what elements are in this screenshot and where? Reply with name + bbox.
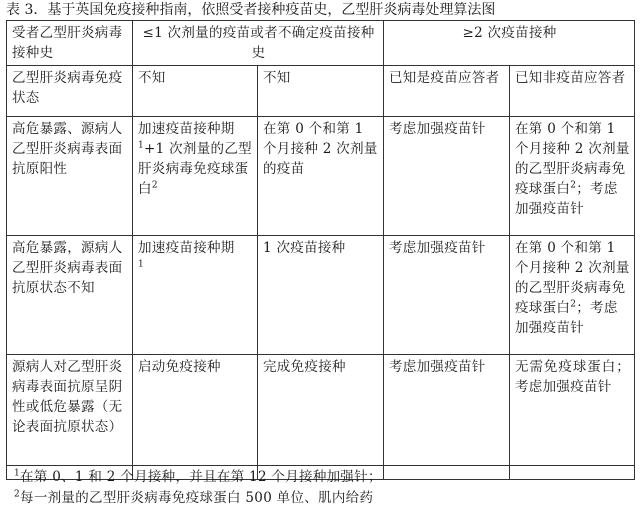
footnote-ref-1: 1 — [138, 259, 145, 270]
header-vaccination-history: 受者乙型肝炎病毒接种史 — [7, 21, 133, 66]
cell-two-doses-vaccine: 在第 0 个和第 1 个月接种 2 次剂量的疫苗 — [258, 117, 384, 236]
row-label: 源病人对乙型肝炎病毒表面抗原呈阴性或低危暴露（无论表面抗原状态） — [7, 355, 133, 480]
cell-booster: 考虑加强疫苗针 — [384, 117, 510, 236]
footnote-1: $^1$在第 0、1 和 2 个月接种，并且在第 12 个月接种加强针； — [14, 468, 382, 485]
cell-accelerated: 加速疫苗接种期 $^1$ — [133, 236, 258, 355]
table-row — [7, 236, 635, 355]
hbv-algorithm-table — [6, 20, 635, 480]
footnote-ref-2: 2 — [570, 299, 577, 310]
table-caption: 表 3．基于英国免疫接种指南，依照受者接种疫苗史，乙型肝炎病毒处理算法图 — [6, 2, 496, 18]
cell-booster: 考虑加强疫苗针 — [384, 236, 510, 355]
footnote-ref-2: 2 — [570, 180, 577, 191]
header-group-ge2-doses: ≥2 次疫苗接种 — [384, 21, 635, 66]
header-sub-known-responder: 已知是疫苗应答者 — [384, 66, 510, 117]
header-sub-unknown-2: 不知 — [258, 66, 384, 117]
cell-no-hbig: 无需免疫球蛋白；考虑加强疫苗针 — [510, 355, 635, 480]
cell-two-doses-hbig: 在第 0 个和第 1 个月接种 2 次剂量的乙型肝炎病毒免疫球蛋白$^2$；考虑加强疫苗针 — [510, 236, 635, 355]
table-row — [7, 355, 635, 480]
header-group-le1-dose: ≤1 次剂量的疫苗或者不确定疫苗接种史 — [133, 21, 384, 66]
cell-two-doses-hbig: 在第 0 个和第 1 个月接种 2 次剂量的乙型肝炎病毒免疫球蛋白$^2$；考虑加强疫苗针 — [510, 117, 635, 236]
cell-one-dose: 1 次疫苗接种 — [258, 236, 384, 355]
footnote-ref-2: 2 — [151, 180, 158, 191]
cell-complete-immunization: 完成免疫接种 — [258, 355, 384, 480]
footnote-ref-1: 1 — [138, 140, 145, 151]
header-row-1 — [7, 21, 635, 66]
row-label: 高危暴露，源病人乙型肝炎病毒表面抗原状态不知 — [7, 236, 133, 355]
cell-booster: 考虑加强疫苗针 — [384, 355, 510, 480]
header-immune-status: 乙型肝炎病毒免疫状态 — [7, 66, 133, 117]
table-row — [7, 117, 635, 236]
footnotes-rule — [6, 465, 634, 466]
footnote-2: $^2$每一剂量的乙型肝炎病毒免疫球蛋白 500 单位、肌内给药 — [14, 489, 374, 506]
header-row-2 — [7, 66, 635, 117]
header-sub-unknown-1: 不知 — [133, 66, 258, 117]
row-label: 高危暴露、源病人乙型肝炎病毒表面抗原阳性 — [7, 117, 133, 236]
cell-start-immunization: 启动免疫接种 — [133, 355, 258, 480]
cell-accelerated-plus-hbig: 加速疫苗接种期 $^1$+1 次剂量的乙型肝炎病毒免疫球蛋白$^2$ — [133, 117, 258, 236]
header-sub-known-nonresponder: 已知非疫苗应答者 — [510, 66, 635, 117]
